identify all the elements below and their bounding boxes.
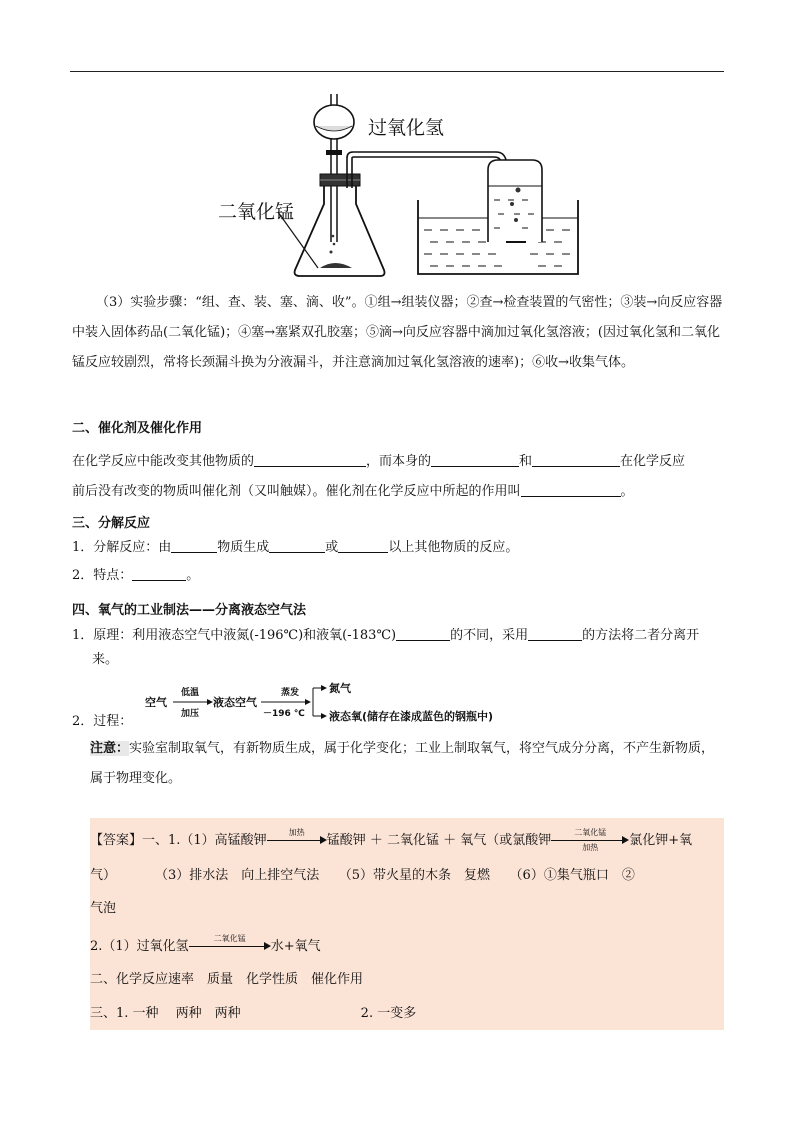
answer-row-2: 气） （3）排水法 向上排空气法 （5）带火星的木条 复燃 （6）①集气瓶口 ② — [90, 868, 635, 883]
answer-row-5: 二、化学反应速率 质量 化学性质 催化作用 — [90, 972, 364, 987]
flow-pressure: 加压 — [181, 709, 200, 719]
answer-text: 2. 一变多 — [360, 1006, 417, 1021]
s2-text-1: 在化学反应中能改变其他物质的 — [72, 454, 255, 469]
note-text: 实验室制取氧气，有新物质生成，属于化学变化；工业上制取氧气，将空气成分分离，不产生新物质，属于物理变化。 — [90, 741, 715, 786]
s2-text-3: 和 — [519, 454, 533, 469]
flow-evaporate: 蒸发 — [281, 688, 300, 698]
reaction-arrow — [189, 933, 271, 956]
arrow-catalyst: 二氧化锰 — [213, 933, 246, 943]
s3-text: 2．特点： — [72, 568, 133, 583]
answer-text: 三、1. 一种 两种 两种 — [90, 1006, 241, 1021]
flow-liquid-air: 液态空气 — [213, 696, 257, 709]
answer-row-6 — [90, 999, 416, 1029]
top-rule — [70, 71, 724, 72]
s3-text: 以上其他物质的反应。 — [388, 540, 519, 555]
oxygen-apparatus-figure — [200, 92, 580, 282]
label-hydrogen-peroxide: 过氧化氢 — [368, 117, 445, 139]
blank[interactable] — [521, 482, 621, 497]
section2-paragraph — [72, 447, 724, 507]
blank[interactable] — [269, 538, 325, 553]
air-separation-flow-diagram — [145, 682, 535, 722]
flow-low-temp: 低温 — [181, 688, 200, 698]
s4-text: 来。 — [92, 652, 119, 667]
answer-text: 锰酸钾 ＋ 二氧化锰 ＋ 氧气（或氯酸钾 — [326, 833, 552, 848]
blank[interactable] — [431, 452, 519, 467]
s2-text-2: ，而本身的 — [366, 454, 432, 469]
s4-text: 的不同，采用 — [450, 628, 529, 643]
s3-text: 或 — [325, 540, 339, 555]
s2-text-6: 。 — [620, 484, 634, 499]
s3-text: 1．分解反应：由 — [72, 540, 172, 555]
s4-text: 的方法将二者分离开 — [582, 628, 700, 643]
blank[interactable] — [132, 566, 186, 581]
note-paragraph — [90, 734, 724, 794]
answer-row-1 — [90, 826, 692, 856]
section2-heading: 二、催化剂及催化作用 — [72, 421, 203, 436]
note-label: 注意： — [90, 741, 130, 756]
section3-heading: 三、分解反应 — [72, 516, 151, 531]
blank[interactable] — [171, 538, 217, 553]
flow-air: 空气 — [145, 696, 167, 709]
s3-text: 物质生成 — [217, 540, 270, 555]
answer-row-3: 气泡 — [90, 901, 117, 916]
s2-text-4: 在化学反应 — [620, 454, 686, 469]
answer-row-4 — [90, 932, 321, 962]
reaction-arrow — [267, 827, 327, 850]
answer-text: 氯化钾+氧 — [629, 833, 693, 848]
reaction-arrow — [551, 827, 629, 852]
arrow-condition: 加热 — [288, 827, 305, 837]
answer-box — [90, 818, 724, 1030]
section4-item-1 — [72, 624, 724, 672]
flow-liquid-oxygen: 液态氧(储存在漆成蓝色的钢瓶中) — [329, 710, 494, 722]
answer-text: 2.（1）过氧化氢 — [90, 939, 189, 954]
arrow-condition: 加热 — [582, 842, 599, 852]
s2-text-5: 前后没有改变的物质叫催化剂（又叫触媒）。催化剂在化学反应中所起的作用叫 — [72, 484, 521, 499]
answer-text: 【答案】一、1.（1）高锰酸钾 — [90, 833, 267, 848]
blank[interactable] — [532, 452, 620, 467]
s4-text: 1．原理：利用液态空气中液氮(-196℃)和液氧(-183℃) — [72, 628, 397, 643]
section3-item-1 — [72, 536, 518, 560]
section3-item-2 — [72, 564, 199, 588]
blank[interactable] — [254, 452, 366, 467]
label-manganese-dioxide: 二氧化锰 — [218, 201, 295, 223]
answer-text: 水+氧气 — [270, 939, 321, 954]
blank[interactable] — [528, 626, 582, 641]
blank[interactable] — [338, 538, 388, 553]
arrow-catalyst: 二氧化锰 — [574, 827, 607, 837]
step3-paragraph: （3）实验步骤：“组、查、装、塞、滴、收”。①组→组装仪器；②查→检查装置的气密性；③装→向反应容器中装入固体药品(二氧化锰)；④塞→塞紧双孔胶塞；⑤滴→向反应容器中滴加过氧化氢溶液；(因过氧化氢和二氧化锰反应较剧烈，常将长颈漏斗换为分液漏斗，并注意滴加过氧化氢溶液的速率)；⑥收→收集气体。 — [72, 295, 723, 370]
s3-text: 。 — [186, 568, 200, 583]
section4-item-2: 2．过程： — [72, 714, 133, 729]
blank[interactable] — [396, 626, 450, 641]
flow-nitrogen: 氮气 — [329, 682, 351, 695]
flow-temperature: －196 ℃ — [263, 709, 305, 719]
section4-heading: 四、氧气的工业制法——分离液态空气法 — [72, 603, 307, 618]
